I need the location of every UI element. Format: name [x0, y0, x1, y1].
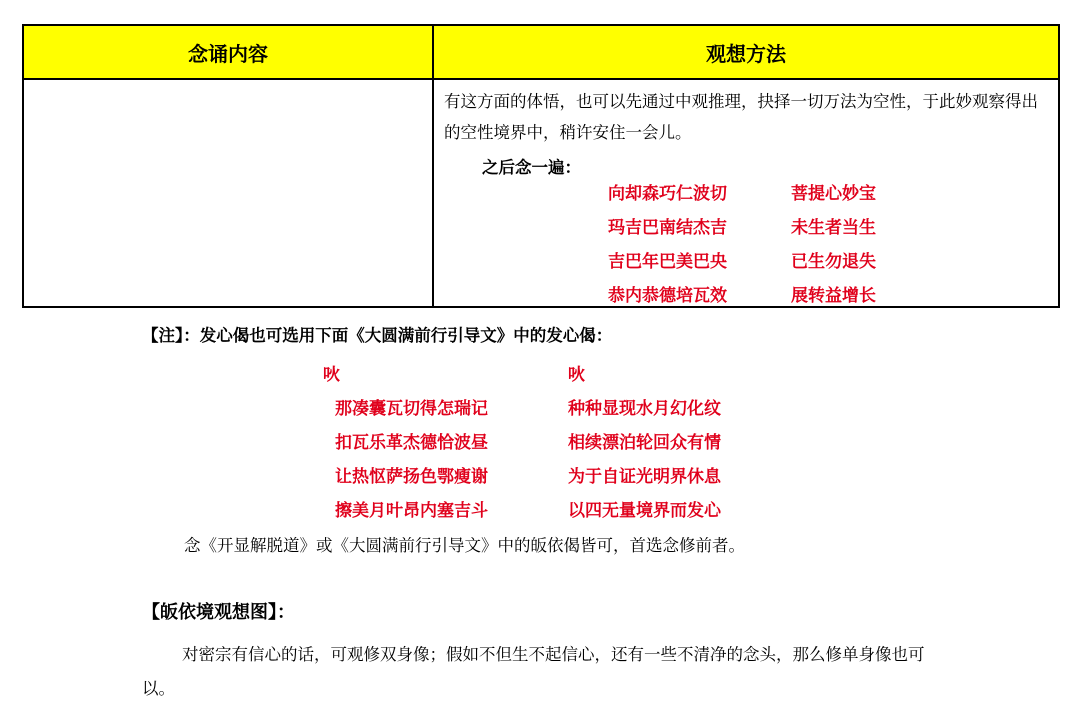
- verse-translation-line: 种种显现水月幻化纹: [568, 399, 721, 419]
- refuge-heading: 【皈依境观想图】：: [142, 602, 295, 623]
- verse-hum-left: 吙: [323, 365, 340, 385]
- mantra-line: 向却森巧仁波切: [608, 184, 727, 204]
- recitation-cell: [23, 79, 433, 307]
- mantra-translation-line: 已生勿退失: [791, 252, 876, 272]
- verse-line: 让热怄萨扬色鄂瘦谢: [335, 467, 488, 487]
- verse-line: 那凑囊瓦切得怎瑞记: [335, 399, 488, 419]
- table-body-row: [23, 79, 1059, 307]
- recitation-table: [22, 24, 1060, 308]
- table-header-row: [23, 25, 1059, 79]
- refuge-body: 对密宗有信心的话，可观修双身像；假如不但生不起信心，还有一些不清净的念头，那么修单身像也可以。: [142, 645, 925, 698]
- verse-translation-line: 以四无量境界而发心: [568, 501, 721, 521]
- recite-instruction: 念《开显解脱道》或《大圆满前行引导文》中的皈依偈皆可，首选念修前者。: [184, 536, 745, 555]
- verse-line: 擦美月叶昂内塞吉斗: [335, 501, 488, 521]
- mantra-translation-line: 展转益增长: [791, 286, 876, 306]
- mantra-line: 玛吉巴南结杰吉: [608, 218, 727, 238]
- mantra-left-column: [608, 177, 727, 313]
- verse-translation-line: 相续漂泊轮回众有情: [568, 433, 721, 453]
- mantra-line: 恭内恭德培瓦效: [608, 286, 727, 306]
- after-recite-label: 之后念一遍：: [482, 158, 581, 177]
- header-visualization-method: 观想方法: [433, 25, 1059, 79]
- verse-left-column: [335, 392, 488, 528]
- verse-translation-line: 为于自证光明界休息: [568, 467, 721, 487]
- header-recitation-content: 念诵内容: [23, 25, 433, 79]
- visualization-paragraph: 有这方面的体悟，也可以先通过中观推理，抉择一切万法为空性，于此妙观察得出的空性境界中，稍许安住一会儿。: [444, 92, 1038, 142]
- mantra-right-column: [791, 177, 876, 313]
- verse-line: 扣瓦乐革杰德恰波昼: [335, 433, 488, 453]
- visualization-cell: [433, 79, 1059, 307]
- mantra-line: 吉巴年巴美巴央: [608, 252, 727, 272]
- mantra-translation-line: 菩提心妙宝: [791, 184, 876, 204]
- verse-hum-right: 吙: [568, 365, 585, 385]
- note-title: 【注】：发心偈也可选用下面《大圆满前行引导文》中的发心偈：: [142, 326, 613, 345]
- mantra-translation-line: 未生者当生: [791, 218, 876, 238]
- verse-right-column: [568, 358, 721, 528]
